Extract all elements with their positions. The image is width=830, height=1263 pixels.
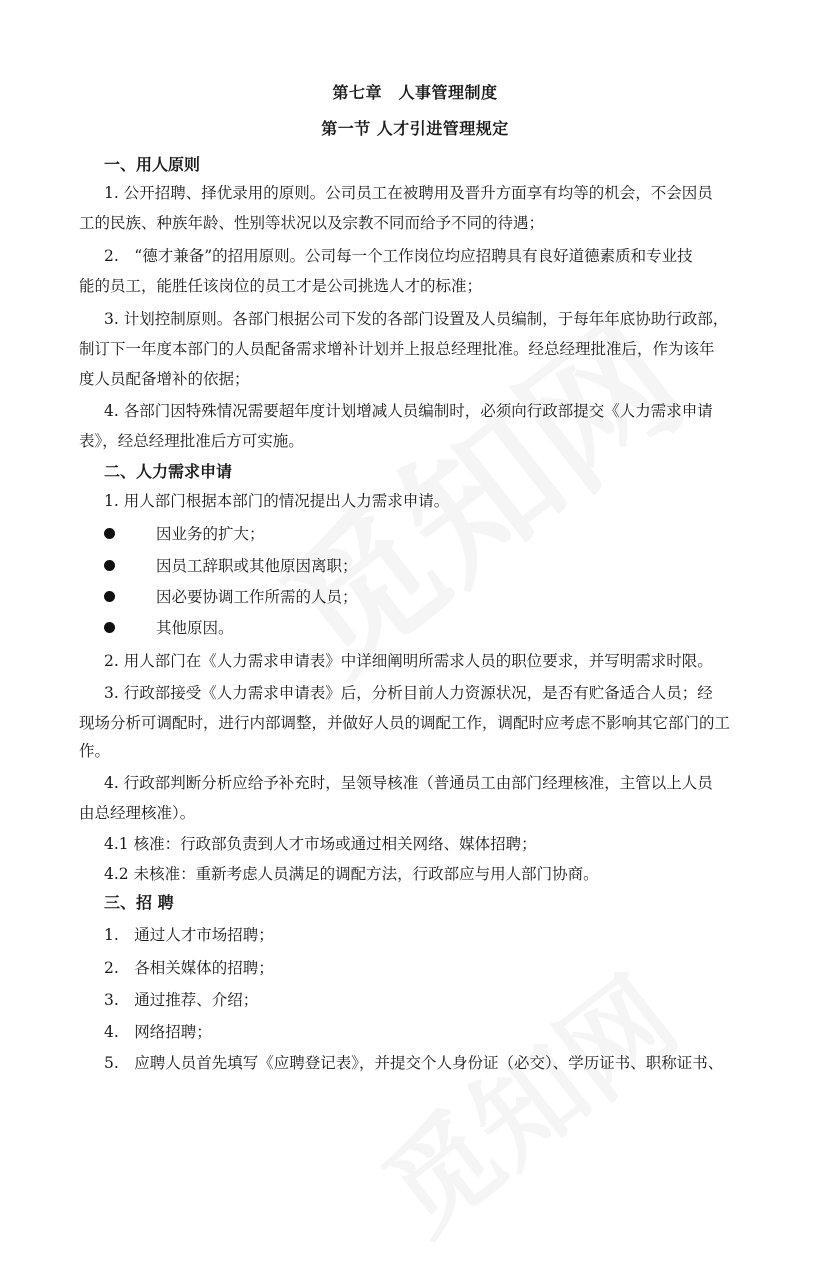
paragraph-line: 表》，经总经理批准后方可实施。 [79,432,304,450]
paragraph-line: 1. 用人部门根据本部门的情况提出人力需求申请。 [104,492,450,510]
list-item: 因业务的扩大； [156,525,265,543]
watermark [231,264,719,711]
bullet-icon [104,622,115,633]
bullet-icon [104,591,115,602]
paragraph-line: 工的民族、种族年龄、性别等状况以及宗教不同而给予不同的待遇； [79,214,545,232]
list-item: 因员工辞职或其他原因离职； [156,557,358,575]
paragraph-line: 作。 [79,742,111,760]
list-item: 2. 各相关媒体的招聘； [104,959,274,977]
paragraph-line: 能的员工，能胜任该岗位的员工才是公司挑选人才的标准； [79,277,483,295]
paragraph-line: 制订下一年度本部门的人员配备需求增补计划并上报总经理批准。经总经理批准后，作为该年 [79,340,715,358]
list-item: 其他原因。 [156,619,234,637]
list-item: 1. 通过人才市场招聘； [104,926,274,944]
paragraph-line: 1. 公开招聘、择优录用的原则。公司员工在被聘用及晋升方面享有均等的机会，不会因员 [104,184,713,202]
bullet-icon [104,528,115,539]
paragraph-line: 3. 行政部接受《人力需求申请表》后，分析目前人力资源状况，是否有贮备适合人员；经 [104,684,713,702]
section-title: 第一节 人才引进管理规定 [321,119,509,138]
list-item: 4. 网络招聘； [104,1023,212,1041]
list-item: 因必要协调工作所需的人员； [156,588,358,606]
paragraph-line: 2. 用人部门在《人力需求申请表》中详细阐明所需求人员的职位要求，并写明需求时限。 [104,652,713,670]
paragraph-line: 4.1 核准：行政部负责到人才市场或通过相关网络、媒体招聘； [104,835,537,853]
paragraph-line: 4.2 未核准：重新考虑人员满足的调配方法，行政部应与用人部门协商。 [104,865,599,883]
paragraph-line: 度人员配备增补的依据； [79,370,250,388]
chapter-title: 第七章 人事管理制度 [332,83,498,102]
paragraph-line: 由总经理核准）。 [79,804,196,822]
paragraph-line: 3. 计划控制原则。各部门根据公司下发的各部门设置及人员编制，于每年年底协助行政部， [104,310,729,328]
paragraph-line: 4. 行政部判断分析应给予补充时，呈领导核准（普通员工由部门经理核准，主管以上人员 [104,774,713,792]
list-item: 5. 应聘人员首先填写《应聘登记表》，并提交个人身份证（必交）、学历证书、职称证书、 [104,1054,724,1072]
section-heading: 二、人力需求申请 [104,462,233,481]
paragraph-line: 现场分析可调配时，进行内部调整，并做好人员的调配工作，调配时应考虑不影响其它部门的工 [79,714,731,732]
section-heading: 一、用人原则 [104,155,201,174]
section-heading: 三、招 聘 [104,893,174,912]
paragraph-line: 4. 各部门因特殊情况需要超年度计划增减人员编制时，必须向行政部提交《人力需求申请 [104,402,713,420]
list-item: 3. 通过推荐、介绍； [104,991,259,1009]
watermark [346,935,703,1263]
bullet-icon [104,560,115,571]
paragraph-line: 2. “德才兼备”的招用原则。公司每一个工作岗位均应招聘具有良好道德素质和专业技 [104,247,693,265]
